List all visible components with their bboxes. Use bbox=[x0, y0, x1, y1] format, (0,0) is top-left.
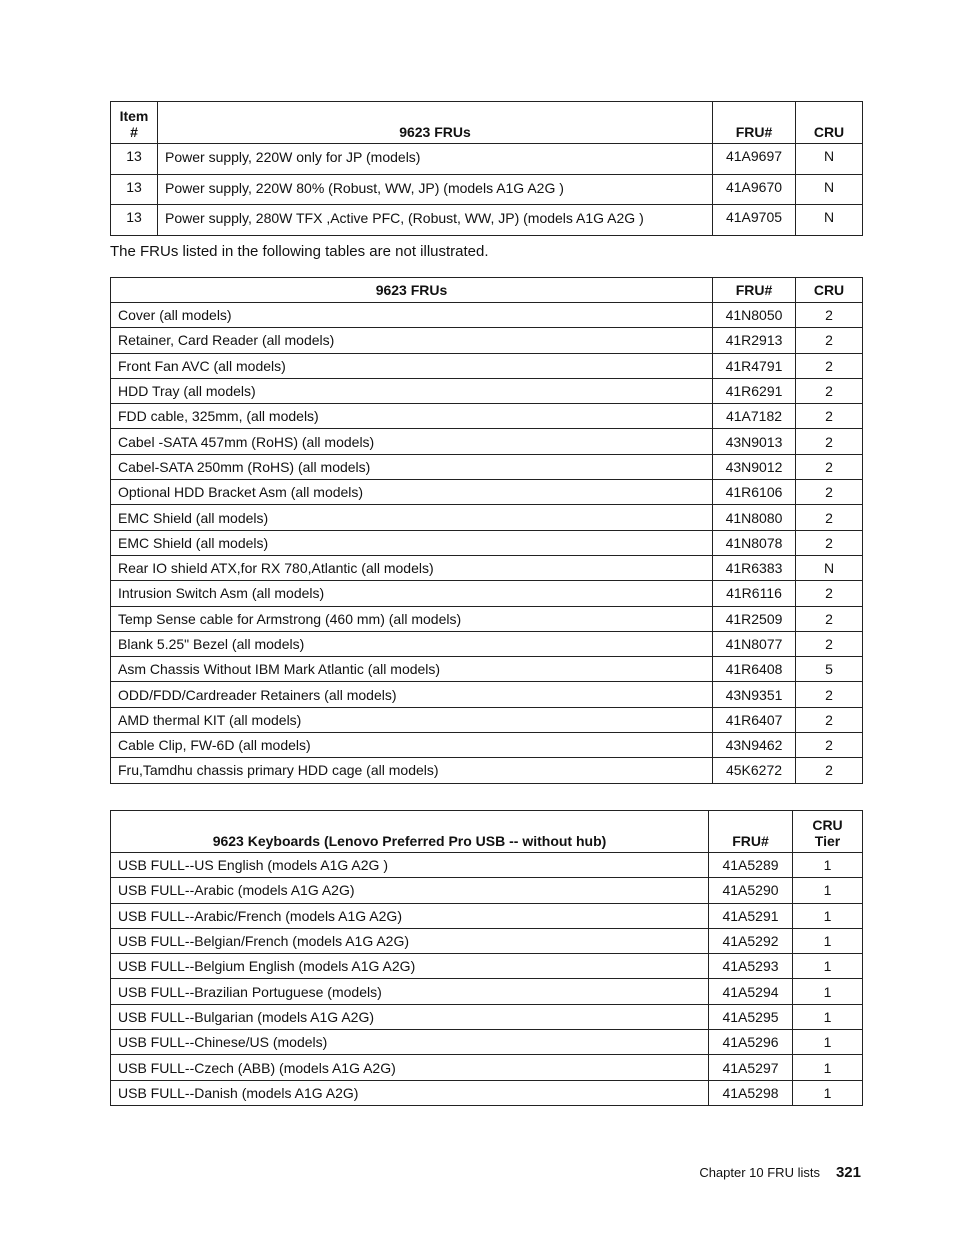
cell-cru: 2 bbox=[796, 404, 863, 429]
table-row bbox=[111, 378, 863, 403]
table-row bbox=[111, 530, 863, 555]
cell-fru: 41A5289 bbox=[709, 853, 793, 878]
cell-name: HDD Tray (all models) bbox=[111, 378, 713, 403]
table-row bbox=[111, 205, 863, 236]
table-row bbox=[111, 606, 863, 631]
cell-name: Temp Sense cable for Armstrong (460 mm) (all models) bbox=[111, 606, 713, 631]
table-row bbox=[111, 555, 863, 580]
header-fru-number: FRU# bbox=[713, 102, 796, 144]
cell-name: ODD/FDD/Cardreader Retainers (all models) bbox=[111, 682, 713, 707]
header-fru-name: 9623 FRUs bbox=[158, 102, 713, 144]
cell-cru: 2 bbox=[796, 378, 863, 403]
cell-cru: 2 bbox=[796, 429, 863, 454]
cell-fru: 41A5290 bbox=[709, 878, 793, 903]
cell-fru: 41A9670 bbox=[713, 174, 796, 205]
cell-name: Cable Clip, FW-6D (all models) bbox=[111, 733, 713, 758]
table-row bbox=[111, 853, 863, 878]
cell-name: Power supply, 220W only for JP (models) bbox=[158, 144, 713, 175]
cell-cru: N bbox=[796, 205, 863, 236]
cell-item: 13 bbox=[111, 144, 158, 175]
table-row bbox=[111, 353, 863, 378]
cell-fru: 41R2913 bbox=[713, 328, 796, 353]
cell-cru: 1 bbox=[793, 903, 863, 928]
cell-fru: 41R6116 bbox=[713, 581, 796, 606]
cell-fru: 45K6272 bbox=[713, 758, 796, 783]
cell-fru: 41N8050 bbox=[713, 303, 796, 328]
table-row bbox=[111, 979, 863, 1004]
cell-cru: 2 bbox=[796, 530, 863, 555]
cell-fru: 41A5295 bbox=[709, 1004, 793, 1029]
cell-name: USB FULL--Bulgarian (models A1G A2G) bbox=[111, 1004, 709, 1029]
cell-cru: 2 bbox=[796, 328, 863, 353]
cell-name: Power supply, 280W TFX ,Active PFC, (Robust, WW, JP) (models A1G A2G ) bbox=[158, 205, 713, 236]
table-row bbox=[111, 1080, 863, 1105]
cell-fru: 43N9013 bbox=[713, 429, 796, 454]
cell-fru: 41A5298 bbox=[709, 1080, 793, 1105]
cell-fru: 41A7182 bbox=[713, 404, 796, 429]
cell-cru: 1 bbox=[793, 878, 863, 903]
table-row bbox=[111, 657, 863, 682]
cell-name: Front Fan AVC (all models) bbox=[111, 353, 713, 378]
cell-cru: 2 bbox=[796, 480, 863, 505]
fru-table-power-supply bbox=[110, 101, 863, 236]
table-row bbox=[111, 707, 863, 732]
table-row bbox=[111, 174, 863, 205]
cell-fru: 41R6408 bbox=[713, 657, 796, 682]
cell-name: USB FULL--Belgian/French (models A1G A2G) bbox=[111, 928, 709, 953]
header-fru-number: FRU# bbox=[713, 278, 796, 303]
cell-name: AMD thermal KIT (all models) bbox=[111, 707, 713, 732]
cell-name: Fru,Tamdhu chassis primary HDD cage (all models) bbox=[111, 758, 713, 783]
cell-fru: 41N8078 bbox=[713, 530, 796, 555]
header-keyboard-name: 9623 Keyboards (Lenovo Preferred Pro USB -- without hub) bbox=[111, 811, 709, 853]
cell-name: USB FULL--Danish (models A1G A2G) bbox=[111, 1080, 709, 1105]
cell-fru: 41A5296 bbox=[709, 1030, 793, 1055]
cell-name: FDD cable, 325mm, (all models) bbox=[111, 404, 713, 429]
cell-fru: 41A9705 bbox=[713, 205, 796, 236]
cell-fru: 41N8080 bbox=[713, 505, 796, 530]
cell-fru: 41R6383 bbox=[713, 555, 796, 580]
cell-cru: N bbox=[796, 555, 863, 580]
cell-cru: 1 bbox=[793, 928, 863, 953]
cell-fru: 41R2509 bbox=[713, 606, 796, 631]
cell-name: Retainer, Card Reader (all models) bbox=[111, 328, 713, 353]
cell-fru: 41R6106 bbox=[713, 480, 796, 505]
page-number: 321 bbox=[835, 1164, 861, 1181]
cell-cru: N bbox=[796, 144, 863, 175]
cell-fru: 43N9351 bbox=[713, 682, 796, 707]
cell-cru: 1 bbox=[793, 1080, 863, 1105]
table-row bbox=[111, 328, 863, 353]
cell-cru: 2 bbox=[796, 303, 863, 328]
table-row bbox=[111, 878, 863, 903]
cell-fru: 41A5291 bbox=[709, 903, 793, 928]
table-row bbox=[111, 954, 863, 979]
cell-fru: 41A9697 bbox=[713, 144, 796, 175]
table-row bbox=[111, 429, 863, 454]
cell-name: EMC Shield (all models) bbox=[111, 530, 713, 555]
cell-fru: 41R6407 bbox=[713, 707, 796, 732]
table-row bbox=[111, 733, 863, 758]
cell-fru: 41A5297 bbox=[709, 1055, 793, 1080]
cell-name: USB FULL--US English (models A1G A2G ) bbox=[111, 853, 709, 878]
header-cru: CRU bbox=[796, 278, 863, 303]
table-row bbox=[111, 758, 863, 783]
fru-table-keyboards bbox=[110, 810, 863, 1106]
cell-fru: 41R4791 bbox=[713, 353, 796, 378]
header-item: Item # bbox=[111, 102, 158, 144]
cell-cru: 1 bbox=[793, 979, 863, 1004]
table-row bbox=[111, 631, 863, 656]
header-cru-tier bbox=[793, 811, 863, 853]
cell-cru: 2 bbox=[796, 707, 863, 732]
cell-cru: 2 bbox=[796, 631, 863, 656]
cell-cru: 2 bbox=[796, 758, 863, 783]
not-illustrated-note: The FRUs listed in the following tables are not illustrated. bbox=[110, 243, 489, 260]
table-row bbox=[111, 303, 863, 328]
table-row bbox=[111, 1030, 863, 1055]
cell-item: 13 bbox=[111, 174, 158, 205]
cell-cru: 1 bbox=[793, 1055, 863, 1080]
cell-cru: 2 bbox=[796, 581, 863, 606]
cell-cru: 1 bbox=[793, 853, 863, 878]
table-row bbox=[111, 928, 863, 953]
chapter-title: Chapter 10 FRU lists bbox=[699, 1165, 820, 1180]
cell-cru: 2 bbox=[796, 606, 863, 631]
cell-name: USB FULL--Chinese/US (models) bbox=[111, 1030, 709, 1055]
cell-name: EMC Shield (all models) bbox=[111, 505, 713, 530]
cell-cru: 5 bbox=[796, 657, 863, 682]
cell-name: USB FULL--Brazilian Portuguese (models) bbox=[111, 979, 709, 1004]
header-cru-line: CRU bbox=[812, 817, 843, 833]
cell-name: Blank 5.25" Bezel (all models) bbox=[111, 631, 713, 656]
table-row bbox=[111, 1004, 863, 1029]
cell-name: Cover (all models) bbox=[111, 303, 713, 328]
cell-item: 13 bbox=[111, 205, 158, 236]
fru-table-parts bbox=[110, 277, 863, 784]
cell-cru: 2 bbox=[796, 733, 863, 758]
cell-cru: 2 bbox=[796, 353, 863, 378]
cell-name: Rear IO shield ATX,for RX 780,Atlantic (all models) bbox=[111, 555, 713, 580]
cell-cru: 1 bbox=[793, 1030, 863, 1055]
cell-name: USB FULL--Arabic (models A1G A2G) bbox=[111, 878, 709, 903]
header-tier-line: Tier bbox=[814, 833, 841, 849]
cell-name: Cabel-SATA 250mm (RoHS) (all models) bbox=[111, 454, 713, 479]
page-footer bbox=[699, 1164, 861, 1181]
cell-cru: 2 bbox=[796, 454, 863, 479]
cell-fru: 41R6291 bbox=[713, 378, 796, 403]
table-row bbox=[111, 1055, 863, 1080]
table-row bbox=[111, 480, 863, 505]
header-cru: CRU bbox=[796, 102, 863, 144]
header-fru-name: 9623 FRUs bbox=[111, 278, 713, 303]
table-row bbox=[111, 454, 863, 479]
cell-cru: 2 bbox=[796, 682, 863, 707]
table-row bbox=[111, 682, 863, 707]
cell-name: USB FULL--Arabic/French (models A1G A2G) bbox=[111, 903, 709, 928]
cell-fru: 41A5292 bbox=[709, 928, 793, 953]
cell-fru: 41A5294 bbox=[709, 979, 793, 1004]
cell-cru: 2 bbox=[796, 505, 863, 530]
cell-name: Intrusion Switch Asm (all models) bbox=[111, 581, 713, 606]
cell-fru: 43N9012 bbox=[713, 454, 796, 479]
cell-name: Power supply, 220W 80% (Robust, WW, JP) (models A1G A2G ) bbox=[158, 174, 713, 205]
table-row bbox=[111, 505, 863, 530]
cell-cru: N bbox=[796, 174, 863, 205]
header-fru-number: FRU# bbox=[709, 811, 793, 853]
table-row bbox=[111, 144, 863, 175]
table-row bbox=[111, 404, 863, 429]
cell-name: USB FULL--Czech (ABB) (models A1G A2G) bbox=[111, 1055, 709, 1080]
cell-cru: 1 bbox=[793, 954, 863, 979]
table-row bbox=[111, 903, 863, 928]
cell-name: Optional HDD Bracket Asm (all models) bbox=[111, 480, 713, 505]
cell-fru: 41N8077 bbox=[713, 631, 796, 656]
cell-name: USB FULL--Belgium English (models A1G A2G) bbox=[111, 954, 709, 979]
cell-name: Cabel -SATA 457mm (RoHS) (all models) bbox=[111, 429, 713, 454]
cell-cru: 1 bbox=[793, 1004, 863, 1029]
cell-fru: 41A5293 bbox=[709, 954, 793, 979]
cell-name: Asm Chassis Without IBM Mark Atlantic (all models) bbox=[111, 657, 713, 682]
cell-fru: 43N9462 bbox=[713, 733, 796, 758]
table-row bbox=[111, 581, 863, 606]
